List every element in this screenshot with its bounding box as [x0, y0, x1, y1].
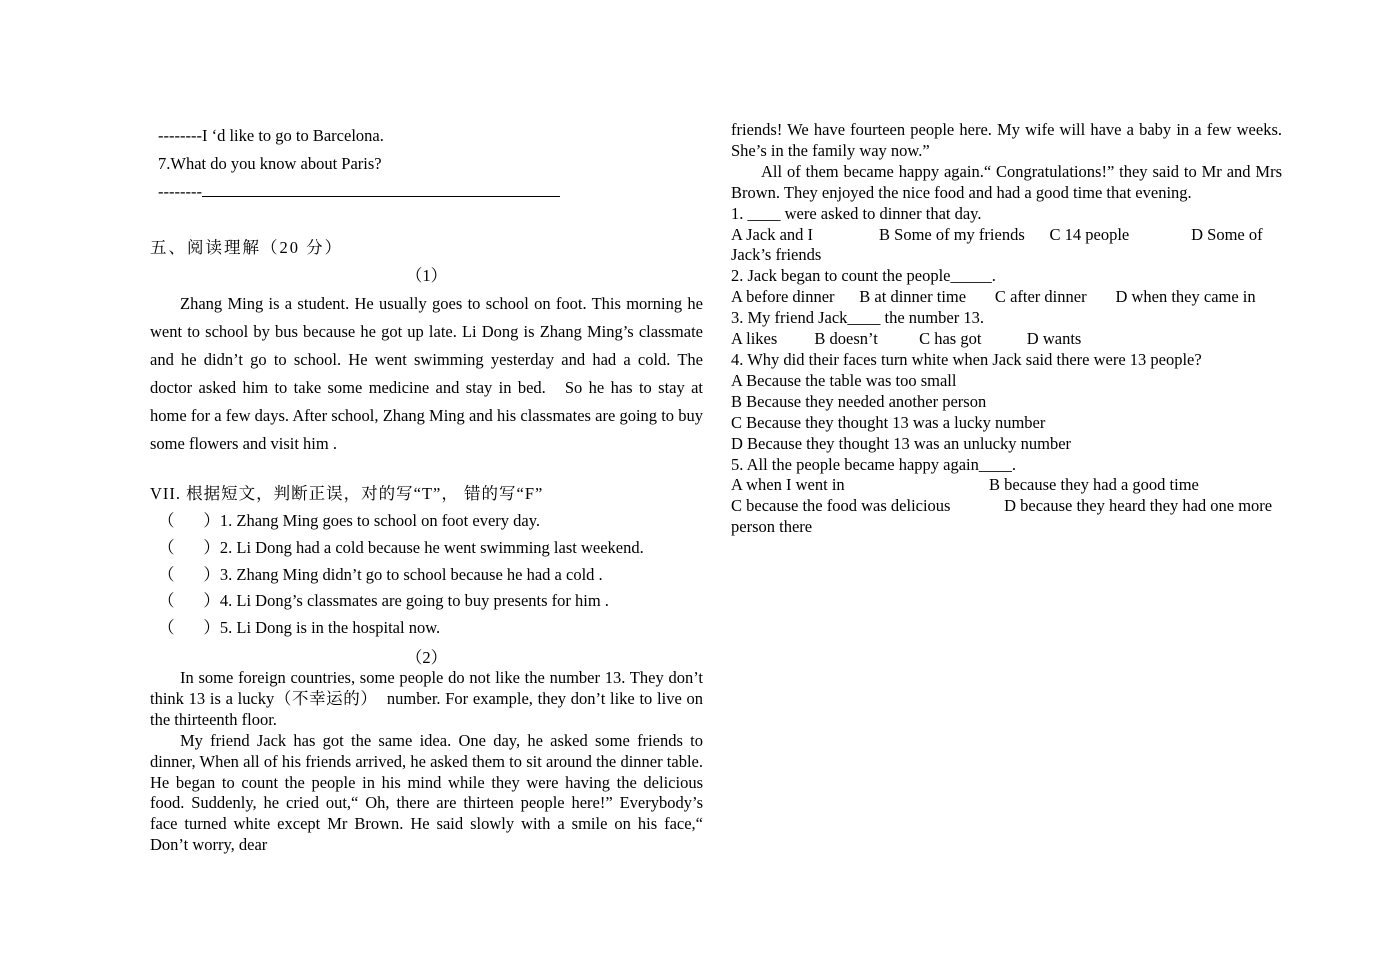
passage-2-continuation-paragraph-1: friends! We have fourteen people here. My wife will have a baby in a few weeks. She’s in the family way now.”: [731, 120, 1287, 160]
question-5-stem: 5. All the people became happy again____.: [731, 454, 1016, 474]
true-false-item-5: （ ）5. Li Dong is in the hospital now.: [158, 618, 441, 638]
passage-2-continuation-paragraph-2: All of them became happy again.“ Congratulations!” they said to Mr and Mrs Brown. They enjoyed the nice food and had a good time that evening.: [731, 161, 1287, 202]
question-4-option-b: B Because they needed another person: [731, 391, 987, 411]
question-1-options: A Jack and I B Some of my friends C 14 people D Some of: [731, 224, 1263, 244]
passage-2-paragraph-2: My friend Jack has got the same idea. One day, he asked some friends to dinner, When all of his friends arrived, he asked them to sit around the dinner table. He began to count the people in his mind while they were having the delicious food. Suddenly, he cried out,“ Oh, there are thirteen people here!” Everybody’s face turned white except Mr Brown. He said slowly with a smile on his face,“ Don’t worry, dear: [150, 730, 708, 855]
question-4-stem: 4. Why did their faces turn white when Jack said there were 13 people?: [731, 349, 1202, 369]
dialog-dashes: --------: [158, 182, 202, 201]
question-1-stem: 1. ____ were asked to dinner that day.: [731, 203, 982, 223]
left-column: [150, 122, 708, 856]
question-4-option-a: A Because the table was too small: [731, 370, 957, 390]
passage-2-paragraph-1: In some foreign countries, some people do not like the number 13. They don’t think 13 is a lucky（不幸运的） number. For example, they don’t like to live on the thirteenth floor.: [150, 667, 708, 729]
dialog-answer-barcelona: --------I ‘d like to go to Barcelona.: [158, 126, 384, 145]
true-false-item-2: （ ）2. Li Dong had a cold because he went swimming last weekend.: [158, 537, 644, 557]
question-3-options: A likes B doesn’t C has got D wants: [731, 329, 1082, 349]
question-5-options-cd: C because the food was delicious D because they heard they had one more: [731, 496, 1273, 516]
passage-1-label: （1）: [405, 266, 448, 285]
dialog-answer-blank-row: [158, 178, 703, 206]
true-false-item-3: （ ）3. Zhang Ming didn’t go to school because he had a cold .: [158, 564, 603, 584]
true-false-item-1: （ ）1. Zhang Ming goes to school on foot every day.: [158, 511, 541, 530]
dialog-question-7: 7.What do you know about Paris?: [158, 154, 382, 173]
section-5-heading: 五、阅读理解（20 分）: [150, 238, 344, 257]
passage-1-text: Zhang Ming is a student. He usually goes to school on foot. This morning he went to school by bus because he got up late. Li Dong is Zhang Ming’s classmate and he didn’t go to school. He went swimming yesterday and had a cold. The doctor asked him to take some medicine and stay in bed. So he has to stay at home for a few days. After school, Zhang Ming and his classmates are going to buy some flowers and visit him .: [150, 294, 708, 453]
question-2-stem: 2. Jack began to count the people_____.: [731, 266, 996, 286]
true-false-item-4: （ ）4. Li Dong’s classmates are going to buy presents for him .: [158, 591, 609, 611]
answer-blank-line: [202, 194, 560, 197]
question-3-stem: 3. My friend Jack____ the number 13.: [731, 308, 984, 328]
question-5-options-ab: A when I went in B because they had a good time: [731, 475, 1199, 495]
question-4-option-c: C Because they thought 13 was a lucky number: [731, 412, 1046, 432]
question-1-options-wrap: Jack’s friends: [731, 245, 822, 265]
question-4-option-d: D Because they thought 13 was an unlucky number: [731, 433, 1072, 453]
right-column: [731, 120, 1287, 538]
passage-2-label: （2）: [405, 647, 448, 667]
question-5-option-d-wrap: person there: [731, 517, 813, 537]
exercise-vii-heading: VII. 根据短文，判断正误，对的写“T”， 错的写“F”: [150, 484, 544, 503]
question-2-options: A before dinner B at dinner time C after dinner D when they came in: [731, 287, 1256, 307]
